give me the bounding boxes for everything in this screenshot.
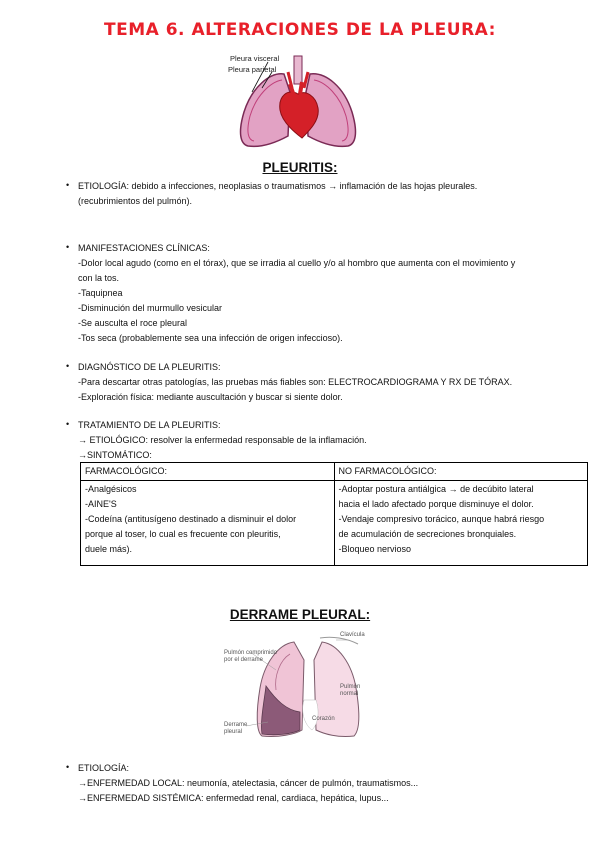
tratamiento-block: [78, 418, 590, 463]
text-line: con la tos.: [78, 273, 120, 283]
text-line: MANIFESTACIONES CLÍNICAS:: [78, 243, 210, 253]
pleura-visceral-label: Pleura visceral: [230, 54, 280, 63]
corazon-label: Corazón: [312, 716, 335, 722]
table-line: porque al toser, lo cual es frecuente con pleuritis,: [85, 529, 281, 539]
text-line: TRATAMIENTO DE LA PLEURITIS:: [78, 420, 221, 430]
clavicula-label: Clavícula: [340, 632, 365, 638]
page-title: TEMA 6. ALTERACIONES DE LA PLEURA:: [104, 20, 496, 40]
text-line: -Exploración física: mediante auscultación y buscar si siente dolor.: [78, 392, 343, 402]
table-line: -AINE'S: [85, 499, 117, 509]
text-line: -Taquipnea: [78, 288, 123, 298]
bullet-dot: •: [66, 419, 70, 429]
table-line: duele más).: [85, 544, 133, 554]
pleura-figure: [222, 52, 372, 152]
text-line: →ENFERMEDAD LOCAL: neumonía, atelectasia, cáncer de pulmón, traumatismos...: [78, 778, 419, 788]
bullet-dot: •: [66, 242, 70, 252]
text-line: -Dolor local agudo (como en el tórax), que se irradia al cuello y/o al hombro que aumenta con el movimiento y: [78, 258, 516, 268]
table-header-no-farmacologico: NO FARMACOLÓGICO:: [334, 463, 588, 481]
table-line: -Adoptar postura antiálgica → de decúbito lateral: [338, 484, 534, 494]
derrame-pleural-label: [224, 722, 247, 736]
table-line: -Analgésicos: [85, 484, 137, 494]
derrame-heading: DERRAME PLEURAL:: [229, 607, 371, 622]
table-line: de acumulación de secreciones bronquiales.: [338, 529, 517, 539]
label-line: pleural: [224, 729, 243, 735]
pleuritis-heading: PLEURITIS:: [262, 160, 338, 175]
derrame-figure: [220, 630, 390, 745]
diagnostico-block: [78, 360, 590, 405]
treatment-table: [80, 462, 588, 566]
bullet-dot: •: [66, 180, 70, 190]
text-line: → ETIOLÓGICO: resolver la enfermedad responsable de la inflamación.: [78, 435, 367, 445]
text-line: →SINTOMÁTICO:: [78, 450, 152, 460]
text-line: -Disminución del murmullo vesicular: [78, 303, 223, 313]
table-cell-farmacologico: [81, 481, 335, 566]
text-line: DIAGNÓSTICO DE LA PLEURITIS:: [78, 362, 221, 372]
text-line: -Tos seca (probablemente sea una infección de origen infeccioso).: [78, 333, 343, 343]
label-line: por el derrame: [224, 657, 264, 663]
text-line: ETIOLOGÍA:: [78, 763, 130, 773]
table-header-farmacologico: FARMACOLÓGICO:: [81, 463, 335, 481]
table-cell-no-farmacologico: [334, 481, 588, 566]
table-line: -Vendaje compresivo torácico, aunque habrá riesgo: [338, 514, 545, 524]
table-line: -Codeína (antitusígeno destinado a disminuir el dolor: [85, 514, 297, 524]
derrame-etiologia-block: [78, 761, 590, 806]
text-line: -Para descartar otras patologías, las pruebas más fiables son: ELECTROCARDIOGRAMA Y RX DE TÓRAX.: [78, 377, 513, 387]
label-line: normal: [340, 691, 359, 697]
text-line: -Se ausculta el roce pleural: [78, 318, 188, 328]
table-line: hacia el lado afectado porque disminuye el dolor.: [338, 499, 534, 509]
pleura-parietal-label: Pleura parietal: [228, 65, 277, 74]
text-line: ETIOLOGÍA: debido a infecciones, neoplasias o traumatismos → inflamación de las hojas pleurales.: [78, 181, 478, 191]
pulmon-comprimido-label: [224, 650, 277, 664]
etiologia-block: [78, 179, 590, 209]
label-line: Derrame: [224, 722, 248, 728]
table-line: -Bloqueo nervioso: [338, 544, 412, 554]
label-line: Pulmón: [340, 684, 361, 690]
bullet-dot: •: [66, 762, 70, 772]
text-line: (recubrimientos del pulmón).: [78, 196, 193, 206]
pulmon-normal-label: [340, 684, 360, 698]
manifestaciones-block: [78, 241, 590, 346]
text-line: →ENFERMEDAD SISTÉMICA: enfermedad renal, cardiaca, hepática, lupus...: [78, 793, 389, 803]
label-line: Pulmón comprimido: [224, 650, 278, 656]
bullet-dot: •: [66, 361, 70, 371]
